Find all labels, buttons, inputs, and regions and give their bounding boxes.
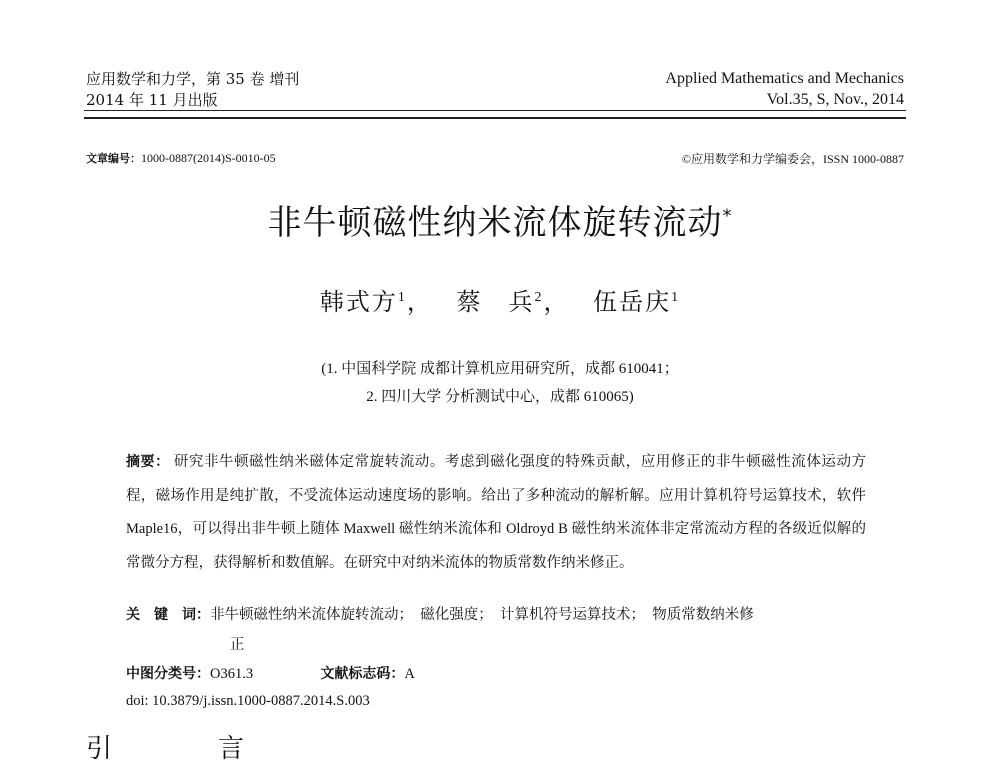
author-list: 韩式方$^1$， 蔡 兵$^2$， 伍岳庆$^1$: [319, 288, 681, 316]
author-name: 蔡 兵: [456, 288, 535, 316]
classification-line: [126, 663, 415, 683]
clc-code: O361.3: [210, 666, 254, 682]
doc-code-label: 文献标志码：: [320, 666, 405, 682]
keywords-text-continued: 正: [230, 637, 245, 653]
author-name: 伍岳庆: [593, 288, 672, 316]
author-name: 韩式方: [319, 288, 398, 316]
header-rule-thick: [84, 117, 906, 119]
affiliation-line: 2. 四川大学 分析测试中心，成都 610065): [366, 389, 634, 405]
journal-name-cn: 应用数学和力学，第 35 卷 增刊: [86, 70, 300, 88]
copyright-line: ©应用数学和力学编委会，ISSN 1000-0887: [681, 152, 904, 166]
abstract-label: 摘要：: [126, 454, 170, 470]
title-footnote-mark: *: [722, 205, 733, 227]
abstract-text: 研究非牛顿磁性纳米磁体定常旋转流动。考虑到磁化强度的特殊贡献，应用修正的非牛顿磁性流体运动方程，磁场作用是纯扩散，不受流体运动速度场的影响。给出了多种流动的解析解。应用计算机符号运算技术，软件 Maple16，可以得出非牛顿上随体 Maxwell 磁性纳米流体和 Oldroyd B 磁性纳米流体非定常流动方程的各级近似解的常微分方程，获得解析和数值解。在研究中对纳米流体的物质常数作纳米修正。: [126, 454, 867, 571]
article-number: [86, 150, 276, 166]
journal-name-en: Applied Mathematics and Mechanics: [665, 70, 904, 87]
paper-title-text: 非牛顿磁性纳米流体旋转流动: [267, 203, 723, 243]
keywords-text: 非牛顿磁性纳米流体旋转流动； 磁化强度； 计算机符号运算技术； 物质常数纳米修: [210, 607, 754, 623]
volume-info-en: Vol.35, S, Nov., 2014: [766, 91, 904, 108]
abstract: [126, 446, 866, 580]
keywords: [126, 600, 866, 660]
paper-title: [0, 195, 1000, 244]
author-affiliation-mark: 1: [397, 290, 407, 305]
doc-code: A: [404, 666, 415, 682]
author-affiliation-mark: 1: [671, 290, 681, 305]
header-rule-thin: [84, 110, 906, 111]
affiliation-line: (1. 中国科学院 成都计算机应用研究所，成都 610041；: [321, 361, 679, 377]
publish-date-cn: 2014 年 11 月出版: [86, 91, 218, 109]
author-affiliation-mark: 2: [534, 290, 544, 305]
article-number-label: 文章编号：: [86, 152, 141, 165]
article-number-value: 1000-0887(2014)S-0010-05: [141, 151, 276, 165]
keywords-label: 关 键 词：: [126, 607, 210, 623]
clc-label: 中图分类号：: [126, 666, 210, 682]
doi: doi: 10.3879/j.issn.1000-0887.2014.S.003: [126, 693, 370, 709]
section-heading-intro: 引 言: [86, 734, 285, 764]
